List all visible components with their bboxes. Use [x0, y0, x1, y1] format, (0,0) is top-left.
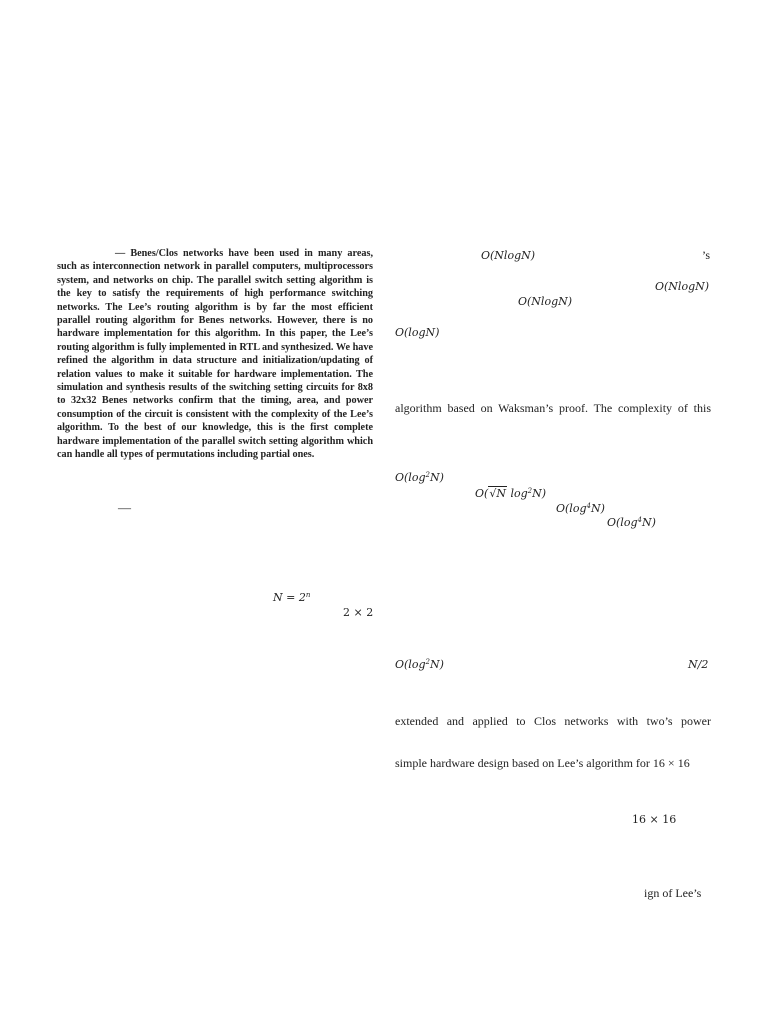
math-sup: 2 [527, 487, 533, 495]
complexity-sqrtn-log2n [475, 487, 546, 500]
equation-base: N = 2 [273, 591, 306, 604]
math-part: N) [429, 471, 444, 484]
clos-line: extended and applied to Clos networks with two’s power [395, 714, 711, 728]
abstract-paragraph: — Benes/Clos networks have been used in many areas, such as interconnection network in parallel computers, multiprocessors system, and networks on chip. The parallel switch setting algorithm is the key to satisfy the requirements of high performance switching networks. The Lee’s routing algorithm is by far the most efficient parallel routing algorithm for Benes networks. However, there is no hardware implementation for this algorithm. In this paper, the Lee’s routing algorithm is fully implemented in RTL and synthesized. We have refined the algorithm in data structure and initialization/updating of relation values to make it suitable for hardware implementation. The simulation and synthesis results of the switching setting circuits for 8x8 to 32x32 Benes networks confirm that the timing, area, and power consumption of the circuit is consistent with the complexity of the Lee’s algorithm. To the best of our knowledge, this is the first complete hardware implementation of the parallel switch setting algorithm which can handle all types of permutations including partial ones. [57, 248, 373, 461]
math-part: N) [532, 487, 547, 500]
math-sup: 2 [425, 658, 430, 666]
math-sup: 4 [637, 516, 642, 524]
math-sup: 2 [425, 471, 430, 479]
complexity-log2n-2 [395, 658, 444, 671]
complexity-logn: O(logN) [395, 326, 440, 339]
waksman-line: algorithm based on Waksman’s proof. The complexity of this [395, 401, 711, 415]
possessive-fragment: ’s [702, 248, 711, 262]
math-part: O(log [556, 502, 587, 515]
math-sup: 4 [586, 502, 591, 510]
math-part: O( [475, 487, 489, 500]
math-part: N) [590, 502, 605, 515]
complexity-nlogn-3: O(NlogN) [518, 295, 573, 308]
complexity-nlogn-2: O(NlogN) [655, 280, 710, 293]
complexity-log4n-1 [556, 502, 605, 515]
math-part: log [506, 487, 528, 500]
switch-size-label: 2 × 2 [343, 606, 374, 619]
complexity-nlogn-1: O(NlogN) [481, 249, 536, 262]
index-terms-dash: — [118, 500, 131, 515]
network-size-equation [273, 591, 310, 604]
math-part: N) [429, 658, 444, 671]
math-part: O(log [395, 658, 426, 671]
math-part: N) [641, 516, 656, 529]
simple-design-line: simple hardware design based on Lee’s algorithm for 16 × 16 [395, 756, 690, 770]
math-part: O(log [395, 471, 426, 484]
sqrt-term: √N [489, 487, 506, 500]
math-part: O(log [607, 516, 638, 529]
complexity-log2n-1 [395, 471, 444, 484]
size-16x16: 16 × 16 [632, 813, 677, 826]
equation-exponent: n [305, 591, 311, 599]
complexity-log4n-2 [607, 516, 656, 529]
n-half: N/2 [688, 658, 709, 671]
design-of-lee-fragment: ign of Lee’s [644, 886, 702, 900]
